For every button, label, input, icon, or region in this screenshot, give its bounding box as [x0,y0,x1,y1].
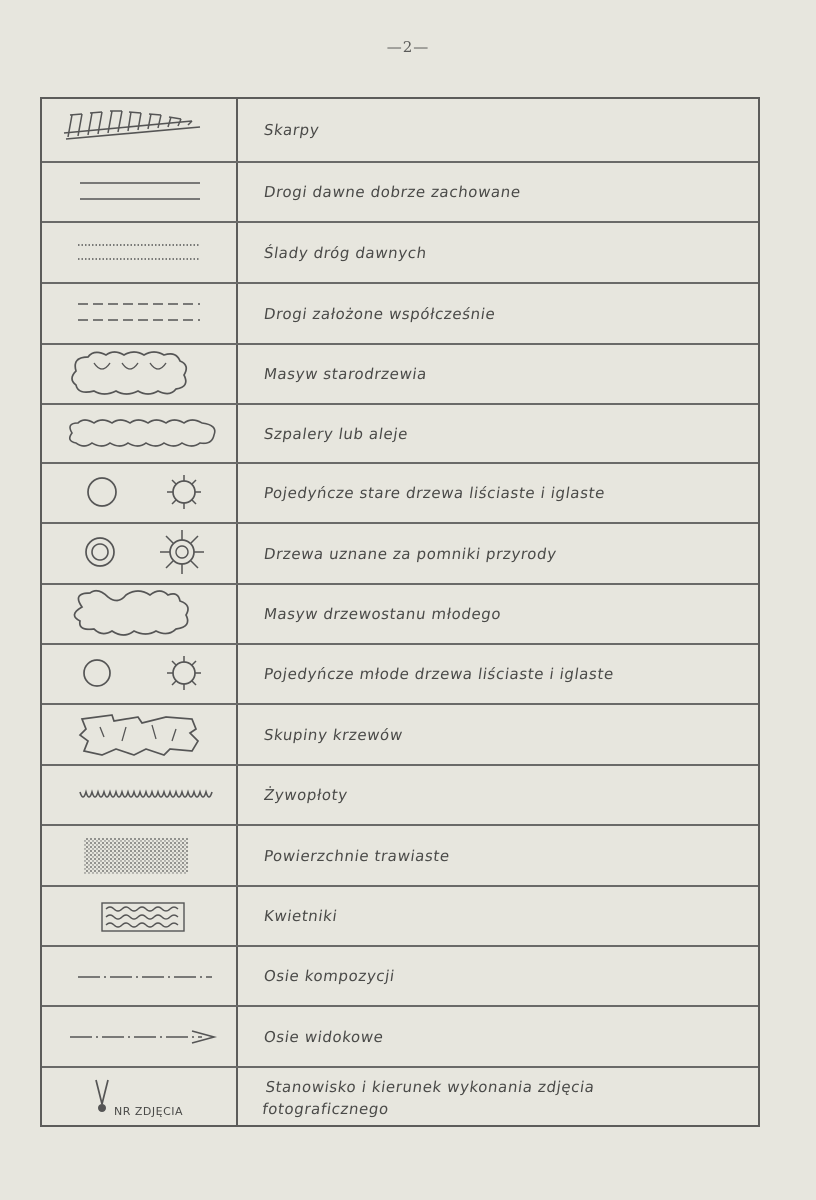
legend-table [40,97,760,1127]
young-single-trees-icon [42,645,238,703]
legend-row [42,462,758,522]
legend-label: Szpalery lub aleje [262,424,410,443]
legend-row [42,703,758,764]
road-modern-icon [42,284,238,343]
young-tree-mass-icon [42,585,238,643]
road-old-preserved-icon [42,163,238,221]
legend-row [42,221,758,282]
legend-label: Skarpy [262,121,321,139]
view-axis-icon [42,1007,238,1066]
legend-label: Pojedyńcze młode drzewa liściaste i iglaste [262,665,616,683]
legend-row [42,824,758,885]
legend-row [42,764,758,824]
photo-viewpoint-icon [42,1068,238,1127]
shrub-group-icon [42,705,238,764]
hedge-icon [42,766,238,824]
legend-row [42,161,758,221]
legend-label: Pojedyńcze stare drzewa liściaste i iglaste [262,484,607,502]
legend-row [42,522,758,583]
legend-label: Stanowisko i kierunek wykonania zdjęcia fotograficznego [261,1077,596,1118]
photo-number-label: NR ZDJĘCIA [114,1105,184,1118]
legend-label: Drogi dawne dobrze zachowane [262,183,523,201]
legend-row [42,643,758,703]
legend-label: Powierzchnie trawiaste [262,846,452,865]
escarpment-icon [42,99,238,161]
grass-area-icon [42,826,238,885]
legend-row [42,282,758,343]
composition-axis-icon [42,947,238,1005]
legend-label: Kwietniki [262,907,339,925]
legend-row [42,945,758,1005]
old-single-trees-icon [42,464,238,522]
legend-row [42,343,758,403]
flowerbed-icon [42,887,238,945]
legend-row [42,99,758,161]
legend-row [42,1005,758,1066]
legend-row [42,1066,758,1127]
legend-row [42,885,758,945]
legend-label: Masyw starodrzewia [262,365,429,383]
legend-label: Drogi założone współcześnie [262,304,497,323]
alley-icon [42,405,238,462]
legend-row [42,403,758,462]
monument-trees-icon [42,524,238,583]
legend-label: Żywopłoty [262,786,349,804]
legend-row [42,583,758,643]
legend-label: Masyw drzewostanu młodego [262,605,503,623]
legend-label: Ślady dróg dawnych [262,243,429,262]
legend-label: Osie kompozycji [262,967,397,985]
old-tree-mass-icon [42,345,238,403]
road-trace-icon [42,223,238,282]
legend-label: Drzewa uznane za pomniki przyrody [262,544,558,563]
legend-label: Skupiny krzewów [262,725,405,744]
legend-label: Osie widokowe [262,1027,385,1046]
page-number: —2— [386,38,430,56]
